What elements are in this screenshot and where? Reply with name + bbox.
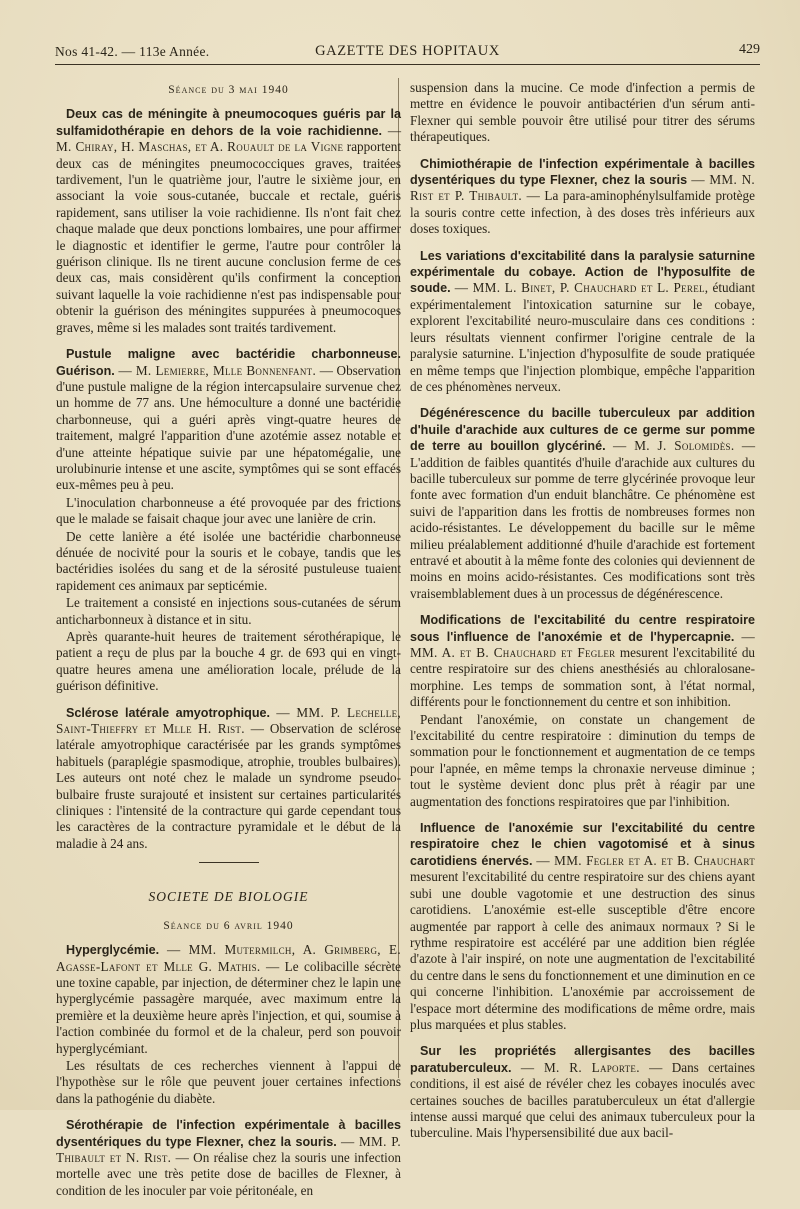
article-paragraph: De cette lanière a été isolée une bactéridie charbonneuse dénuée de nocivité pour la souris et le cobaye, tandis que les bactéridies isolées du sang et de la sérosité pustuleuse tuaient rapidement ces animaux par septicémie. — [56, 528, 401, 593]
article-body: — La para-aminophénylsulfamide protège la souris contre cette infection, à des doses très inférieurs aux doses toxiques. — [410, 188, 755, 237]
article-body: mesurent l'excitabilité du centre respiratoire sur des chiens ayant subi une double vagotomie et une destruction des sinus carotidiens. L'anoxémie est-elle susceptible d'être encore augmentée par rapport à celle des animaux normaux ? Si le rythme respiratoire est accéléré par une addition bien réglée d'azote à l'air inspiré, on note une augmentation de l'excitabilité du centre dans le sens du fonctionnement et une diminution en ce qui concerne l'inhibition. L'anoxémie par accroissement de l'espace mort détermine des modifications de même ordre, mais plus marquées et plus stables. — [410, 869, 755, 1032]
article-authors: — MM. A. et B. Chauchard et Fegler — [410, 628, 756, 660]
article-body: étudiant expérimentalement l'intoxication saturnine sur le cobaye, explorent l'excitabilité neuro-musculaire dans ces conditions : leurs résultats viennent confirmer l'origine centrale de la paralysie saturnine. L'injection d'hyposulfite de soude pratiquée en même temps que l'injection plombique, empêche l'apparition de ces phénomènes nerveux. — [410, 280, 756, 394]
article-authors: — M. Lemierre, Mlle Bonnenfant. — [118, 362, 317, 378]
article-meningite: Deux cas de méningite à pneumocoques guéris par la sulfamidothérapie en dehors de la voie rachidienne. — M. Chiray, H. Maschas, et A. Rouault de la Vigne rapportent deux cas de méningites pneumococciques graves, traitées tardivement, l'un le quatrième jour, l'autre le sixième jour, en associant la voie sous-cutanée, buccale et rectale, guéris rapidement, sans utiliser la voie rachidienne. Ils n'ont fait chez chaque malade que deux ponctions lombaires, une pour affirmer le diagnostic et identifier le germe, l'autre pour contrôler la guérison clinique. Ils ne tirent aucune conclusion ferme de ces deux cas, mais considèrent qu'ils confirment la conception suivant laquelle la voie rachidienne n'est pas indispensable pour obtenir la guérison des méningites suppurées à pneumocoques graves, même si les malades sont traités tardivement. — [56, 107, 402, 335]
article-title: Hyperglycémie. — [66, 943, 160, 958]
issue-number: Nos 41-42. — 113e Année. — [55, 44, 210, 59]
article-degenerescence — [410, 405, 755, 602]
article-body: — Le colibacille sécrète une toxine capable, par injection, de déterminer chez le lapin une hyperglycémie passagère marquée, avec maximum entre la première et la deuxième heure après l'injection, et qui, soumise à l'action combinée du formol et de la chaleur, perd son pouvoir hyperglycémiant. — [56, 958, 402, 1056]
article-title: Sérothérapie de l'infection expérimentale à bacilles dysentériques du type Flexner, chez la souris. — [56, 1118, 401, 1149]
article-pustule — [56, 346, 401, 695]
page-number: 429 — [739, 42, 760, 57]
article-body: — Observation d'une pustule maligne de la région intercapsulaire survenue chez un homme de 77 ans. Une hémoculture a donné une bactéridie charbonneuse, qui a guéri après vingt-quatre heures de traitement, malgré l'apparition d'une azotémie assez notable et d'une atteinte hépatique suivie par une hépatomégalie, une urolubinurie intense et une ascite, symptômes qui se sont effacés eux-mêmes peu à peu. — [56, 362, 401, 493]
article-authors: M. Chiray, H. Maschas, et A. Rouault de la Vigne — [56, 139, 344, 155]
article-title: Deux cas de méningite à pneumocoques guéris par la sulfamidothérapie en dehors de la voie rachidienne. — [56, 107, 401, 138]
article-title: Les variations d'excitabilité dans la paralysie saturnine expérimentale du cobaye. Action de l'hyposulfite de soude. — [410, 248, 755, 296]
article-authors: — MM. Mutermilch, A. Grimberg, E. Agasse-Lafont et Mlle G. Mathis. — [56, 942, 401, 974]
article-sclerose — [56, 705, 401, 853]
article-title: Chimiothérapie de l'infection expérimentale à bacilles dysentériques du type Flexner, chez la souris — [410, 156, 755, 188]
seance-heading: Séance du 6 avril 1940 — [163, 919, 294, 932]
article-title: Dégénérescence du bacille tuberculeux par addition d'huile d'arachide aux cultures de ce germe sur pomme de terre au bouillon glycériné. — [410, 406, 755, 454]
article-hyperglycemie — [56, 942, 401, 1107]
article-authors: — MM. Fegler et A. et B. Chauchart — [536, 852, 755, 868]
article-body: — On réalise chez la souris une infection mortelle avec une très petite dose de bacilles de Flexner, à condition de les inoculer par voie péritonéale, en — [56, 1149, 402, 1198]
article-title: Sur les propriétés allergisantes des bacilles paratuberculeux. — [410, 1044, 755, 1075]
article-title: Modifications de l'excitabilité du centre respiratoire sous l'influence de l'anoxémie et de l'hypercapnie. — [410, 613, 755, 644]
article-paratuberculeux — [410, 1043, 755, 1141]
article-chimiotherapie — [410, 156, 755, 238]
article-paragraph: L'inoculation charbonneuse a été provoquée par des frictions que le malade se faisait chaque jour avec une lanière de crin. — [56, 494, 401, 527]
article-body: — L'addition de faibles quantités d'huile d'arachide aux cultures du bacille tuberculeux sur pomme de terre glycérinée provoque leur fonte avec formation d'un enduit blanchâtre. Ce phénomène est suivi de l'apparition dans les frottis de nombreuses formes non acido-résistantes. Le développement du bacille sur le même milieu préalablement additionné d'huile d'arachide est fortement entravé et aboutit à la même fonte des colonies qui deviennent de moins en moins acido-résistantes. Ces modifications sont très vraisemblablement dues à un processus de dégénérescence. — [410, 438, 756, 601]
article-body: — Observation de sclérose latérale amyotrophique caractérisée par les grands symptômes habituels (paraplégie spasmodique, atrophie, troubles bulbaires). Les auteurs ont noté chez le malade un syndrome pseudo-bulbaire fruste surajouté et insistent sur certaines particularités cliniques : l'intensité de la contracture qui garde cependant tous les caractères de la contracture pyramidale et le début de la maladie à 24 ans. — [56, 721, 401, 851]
article-anoxemie — [410, 820, 755, 1033]
article-authors: — M. R. Laporte. — [520, 1059, 640, 1075]
article-authors: — MM. P. Thibault et N. Rist. — [56, 1133, 401, 1165]
article-paragraph: Les résultats de ces recherches viennent à l'appui de l'hypothèse sur le rôle que peuvent jouer certaines infections dans la pathogénie du diabète. — [56, 1057, 401, 1106]
article-paralysie-saturnine — [410, 248, 755, 396]
article-title: Pustule maligne avec bactéridie charbonneuse. Guérison. — [56, 347, 401, 378]
right-column — [410, 80, 755, 1152]
article-authors: — MM. N. Rist et P. Thibault. — [410, 172, 756, 204]
article-body: mesurent l'excitabilité du centre respiratoire sur des chiens anesthésiés au chloralosane-morphine. Les temps de sommation sont, à l'état normal, différents pour le fonctionnement du centre et son inhibition. — [410, 645, 756, 710]
article-title: Sclérose latérale amyotrophique. — [66, 705, 271, 720]
page-header — [55, 40, 760, 65]
article-authors: — M. J. Solomidès. — [613, 438, 735, 454]
left-column — [56, 80, 401, 1209]
article-paragraph: Pendant l'anoxémie, on constate un changement de l'excitabilité du centre respiratoire : diminution du temps de sommation pour le fonctionnement et augmentation de ce temps pour l'apnée, en même temps la chronaxie nerveuse diminue ; tout le système devient donc plus prêt à réagir par une augmentation des fonctions respiratoires que par l'inhibition. — [410, 711, 755, 809]
seance-heading: Séance du 3 mai 1940 — [168, 84, 289, 96]
article-centre-respiratoire — [410, 612, 755, 810]
journal-title: GAZETTE DES HOPITAUX — [315, 43, 500, 59]
article-authors: — MM. L. Binet, P. Chauchard et L. Perel, — [454, 280, 709, 296]
article-serotherapie — [56, 1117, 401, 1199]
article-authors: — MM. P. Lechelle, Saint-Thieffry et Mlle H. Rist. — [56, 704, 402, 737]
article-paragraph: suspension dans la mucine. Ce mode d'infection a permis de mettre en évidence le pouvoir antibactérien d'un sérum anti-Flexner qui semble pouvoir être utilisé pour titrer des sérums thérapeutiques. — [410, 80, 755, 145]
article-continuation — [410, 80, 755, 146]
article-body: rapportent deux cas de méningites pneumococciques graves, traitées tardivement, l'un le quatrième jour, l'autre le sixième jour, en associant la voie sous-cutanée, buccale et rectale, guéris rapidement, sans utiliser la voie rachidienne. Ils n'ont fait chez chaque malade que deux ponctions lombaires, une pour affirmer le diagnostic et identifier le germe, l'autre pour contrôler la guérison clinique. Ils ne tirent aucune conclusion ferme de ces deux cas, mais considèrent qu'ils confirment la conception suivant laquelle la voie rachidienne n'est pas indispensable pour obtenir la guérison des méningites suppurées à pneumocoques graves, même si les malades sont traités tardivement. — [56, 139, 401, 335]
section-separator — [199, 862, 259, 863]
society-heading: SOCIETE DE BIOLOGIE — [148, 889, 309, 905]
article-paragraph: Le traitement a consisté en injections sous-cutanées de sérum anticharbonneux à distance et in situ. — [56, 595, 401, 627]
article-paragraph: Après quarante-huit heures de traitement sérothérapique, le patient a reçu de plus par la bouche 4 gr. de 693 qui en vingt-quatre heures amena une amélioration locale, prélude de la guérison définitive. — [56, 629, 401, 694]
article-body: — Dans certaines conditions, il est aisé de révéler chez les cobayes inoculés avec certaines souches de bacilles paratuberculeux un état d'allergie intense aussi marqué que celui des animaux tuberculeux pour la tuberculine. Mais l'hypersensibilité due aux bacil- — [410, 1059, 756, 1141]
article-title: Influence de l'anoxémie sur l'excitabilité du centre respiratoire chez le chien vagotomisé et à sinus carotidiens énervés. — [410, 821, 755, 868]
